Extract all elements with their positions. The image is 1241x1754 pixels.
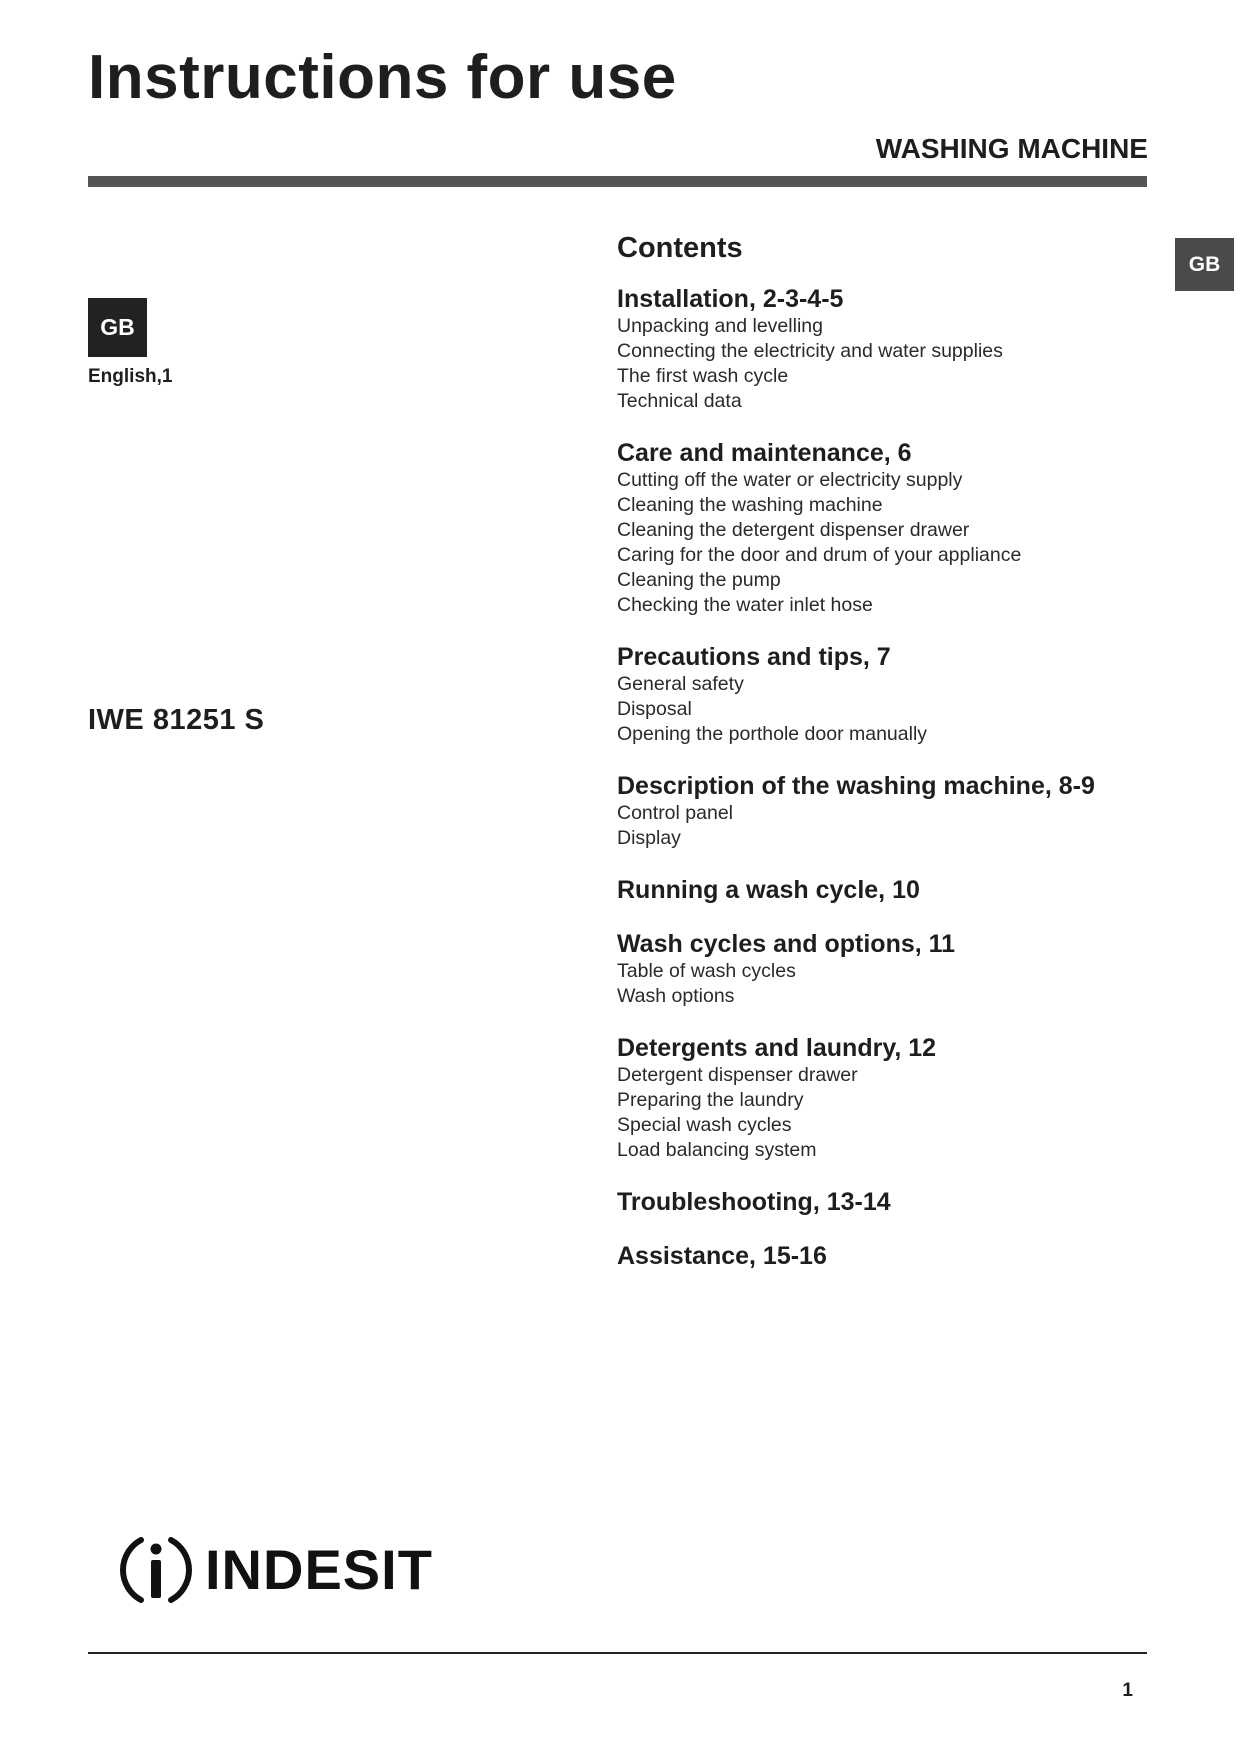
toc-section-title: Care and maintenance, 6: [617, 439, 912, 467]
toc-section-item: Display: [617, 827, 681, 849]
toc-section-title: Description of the washing machine, 8-9: [617, 772, 1095, 800]
table-of-contents: [617, 228, 1157, 1295]
toc-section-title: Wash cycles and options, 11: [617, 930, 956, 958]
document-subtitle: WASHING MACHINE: [875, 133, 1148, 164]
toc-section-title: Detergents and laundry, 12: [617, 1034, 937, 1062]
toc-section-item: Cleaning the pump: [617, 569, 781, 591]
brand-name: INDESIT: [205, 1538, 433, 1601]
toc-sections: [617, 284, 1157, 1271]
language-badge: GB: [88, 298, 147, 357]
toc-section: [617, 1187, 1157, 1217]
toc-section-item: Disposal: [617, 698, 692, 720]
brand-logo: [113, 1527, 433, 1613]
toc-section-item: Connecting the electricity and water supplies: [617, 340, 1003, 362]
document-title: Instructions for use: [88, 43, 677, 112]
toc-section-item: Special wash cycles: [617, 1114, 792, 1136]
toc-section: [617, 642, 1157, 747]
toc-section: [617, 875, 1157, 905]
toc-section-item: Preparing the laundry: [617, 1089, 804, 1111]
toc-section-item: General safety: [617, 673, 744, 695]
toc-section-item: Cleaning the detergent dispenser drawer: [617, 519, 970, 541]
toc-section: [617, 284, 1157, 414]
toc-section-title: Troubleshooting, 13-14: [617, 1188, 891, 1216]
toc-section: [617, 438, 1157, 618]
toc-section-item: Load balancing system: [617, 1139, 817, 1161]
toc-section-item: Cutting off the water or electricity supply: [617, 469, 963, 491]
toc-section-item: Technical data: [617, 390, 742, 412]
toc-section-item: Detergent dispenser drawer: [617, 1064, 858, 1086]
contents-heading: Contents: [617, 232, 743, 264]
toc-section-title: Assistance, 15-16: [617, 1242, 827, 1270]
toc-section-item: Caring for the door and drum of your appliance: [617, 544, 1022, 566]
toc-section: [617, 771, 1157, 851]
toc-section-item: Control panel: [617, 802, 733, 824]
toc-section-item: The first wash cycle: [617, 365, 789, 387]
toc-section-item: Opening the porthole door manually: [617, 723, 928, 745]
toc-section-title: Precautions and tips, 7: [617, 643, 891, 671]
toc-section-item: Unpacking and levelling: [617, 315, 823, 337]
toc-section: [617, 1033, 1157, 1163]
page-number: 1: [1122, 1680, 1133, 1701]
language-label: English,1: [88, 366, 173, 387]
indesit-logo-icon: [113, 1527, 199, 1613]
toc-section-title: Running a wash cycle, 10: [617, 876, 920, 904]
language-side-tab: GB: [1175, 238, 1234, 291]
toc-section-item: Wash options: [617, 985, 735, 1007]
toc-section: [617, 1241, 1157, 1271]
footer-divider: [88, 1652, 1147, 1654]
toc-section-item: Table of wash cycles: [617, 960, 796, 982]
toc-section: [617, 929, 1157, 1009]
toc-section-title: Installation, 2-3-4-5: [617, 285, 844, 313]
model-number: IWE 81251 S: [88, 704, 265, 736]
toc-section-item: Cleaning the washing machine: [617, 494, 883, 516]
header-divider: [88, 176, 1147, 187]
toc-section-item: Checking the water inlet hose: [617, 594, 873, 616]
